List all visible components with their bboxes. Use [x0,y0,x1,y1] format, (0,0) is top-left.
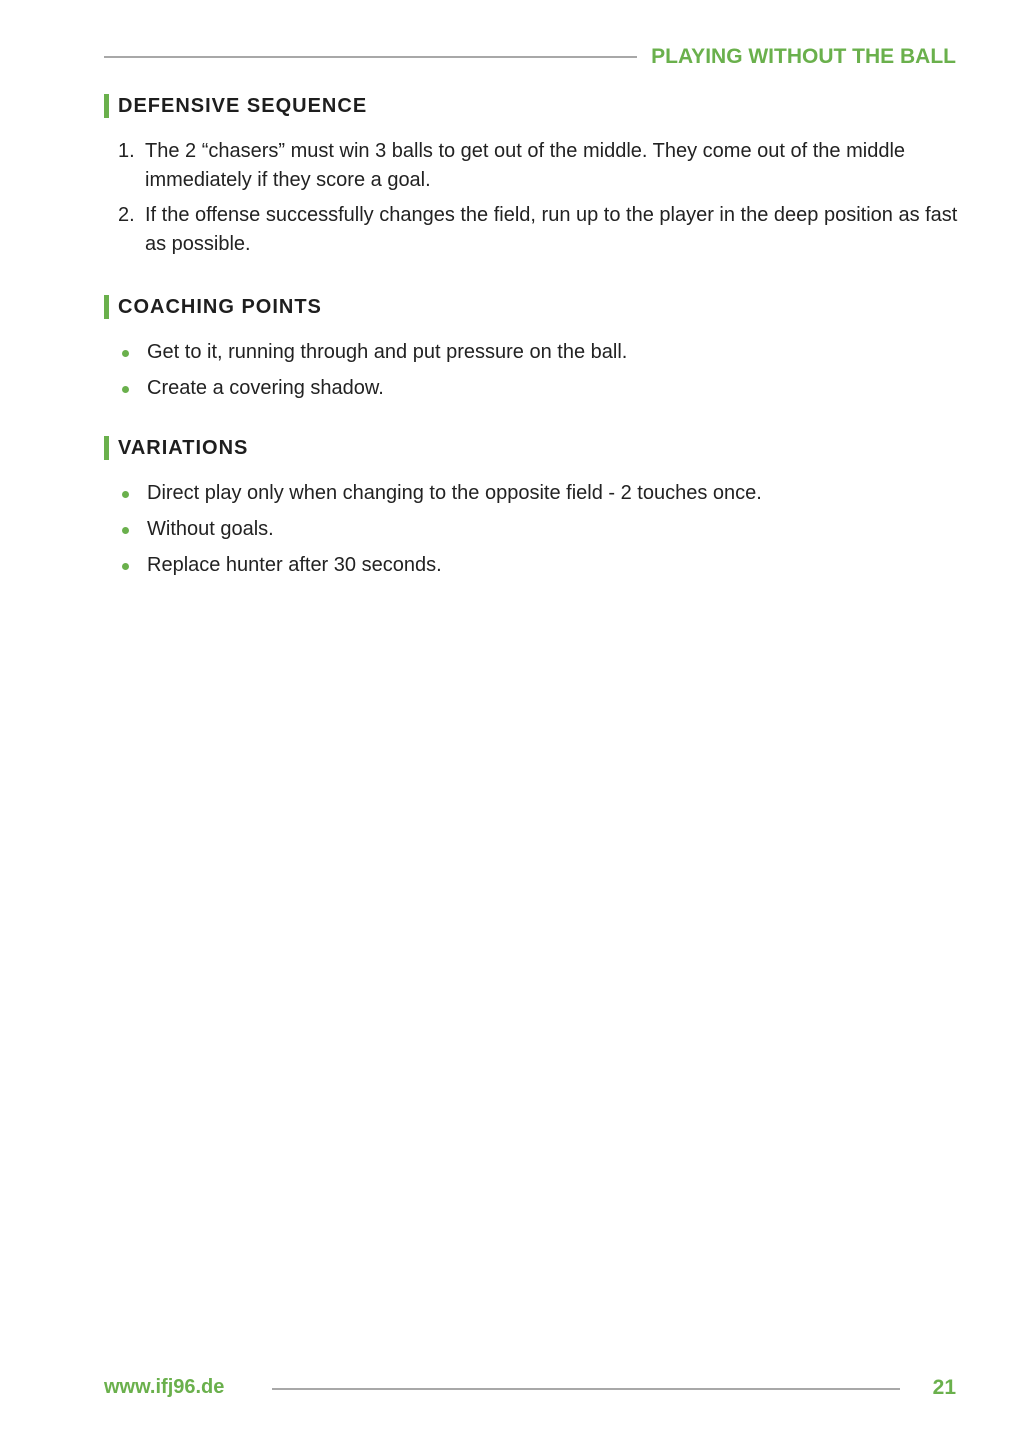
footer-website-link[interactable]: www.ifj96.de [104,1376,225,1398]
heading-accent-bar [104,436,109,460]
header-rule [104,56,637,58]
section-variations [104,435,964,587]
page-number: 21 [932,1376,956,1399]
section-defensive-sequence [104,93,964,265]
running-header-title: PLAYING WITHOUT THE BALL [651,45,956,68]
section-coaching-points [104,294,964,410]
list-item [104,479,964,508]
bullet-dot-icon [122,563,129,570]
list-item-text: Without goals. [147,518,274,540]
bullet-list [104,338,964,403]
list-item [104,338,964,367]
heading-text: DEFENSIVE SEQUENCE [118,94,368,117]
heading-accent-bar [104,295,109,319]
footer-rule [272,1388,900,1390]
list-item-text: Direct play only when changing to the opposite field - 2 touches once. [147,482,762,504]
section-heading [104,93,964,119]
heading-accent-bar [104,94,109,118]
section-heading [104,435,964,461]
list-item-number: 1. [118,140,135,162]
heading-text: COACHING POINTS [118,295,322,318]
bullet-list [104,479,964,580]
heading-text: VARIATIONS [118,436,249,459]
list-item-text: If the offense successfully changes the field, run up to the player in the deep position as fast as possible. [145,204,958,255]
bullet-dot-icon [122,491,129,498]
bullet-dot-icon [122,350,129,357]
list-item-text: The 2 “chasers” must win 3 balls to get out of the middle. They come out of the middle immediately if they score a goal. [145,140,906,191]
bullet-dot-icon [122,386,129,393]
numbered-list [104,137,964,259]
list-item [104,515,964,544]
list-item [104,374,964,403]
list-item [104,137,964,195]
list-item [104,551,964,580]
bullet-dot-icon [122,527,129,534]
list-item-text: Create a covering shadow. [147,377,384,399]
list-item-number: 2. [118,204,135,226]
list-item [104,201,964,259]
list-item-text: Get to it, running through and put pressure on the ball. [147,341,628,363]
section-heading [104,294,964,320]
list-item-text: Replace hunter after 30 seconds. [147,554,442,576]
